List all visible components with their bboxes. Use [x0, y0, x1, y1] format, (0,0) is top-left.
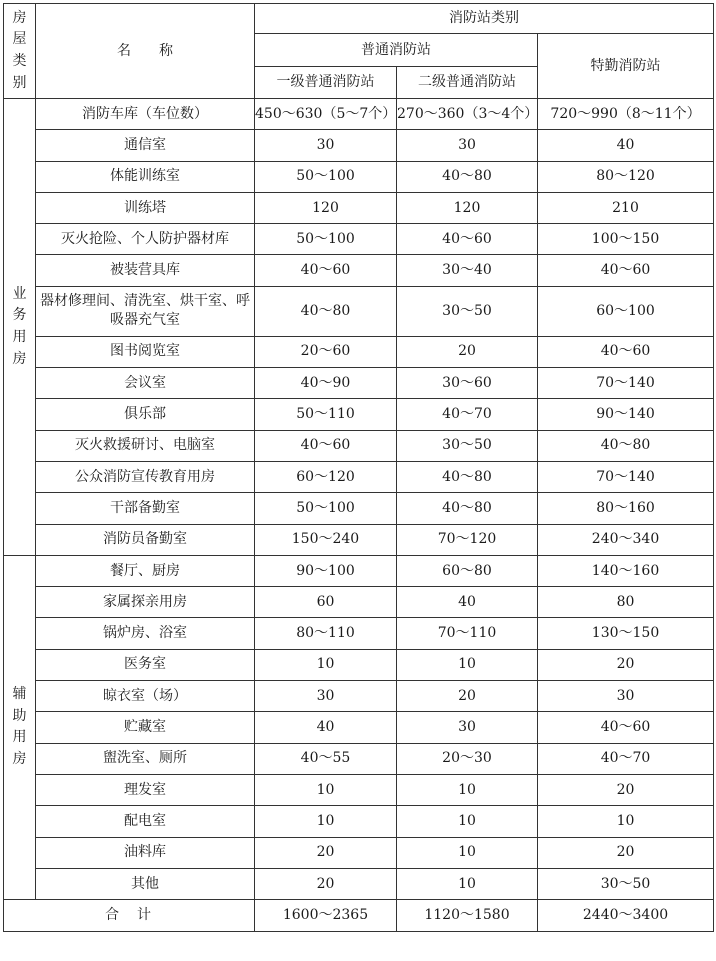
level1-cell: 40～55 [255, 743, 397, 774]
table-row [4, 461, 714, 492]
name-cell: 其他 [36, 868, 255, 899]
table-row [4, 774, 714, 805]
special-cell: 40～60 [538, 255, 714, 286]
special-cell: 30 [538, 681, 714, 712]
name-cell: 晾衣室（场） [36, 681, 255, 712]
level2-cell: 270～360（3～4个） [397, 99, 538, 130]
special-cell: 70～140 [538, 461, 714, 492]
name-cell: 锅炉房、浴室 [36, 618, 255, 649]
table-row [4, 224, 714, 255]
name-cell: 会议室 [36, 368, 255, 399]
special-cell: 20 [538, 837, 714, 868]
special-cell: 80～120 [538, 161, 714, 192]
name-cell: 医务室 [36, 649, 255, 680]
table-row [4, 255, 714, 286]
level2-cell: 40～80 [397, 161, 538, 192]
level2-cell: 70～120 [397, 524, 538, 555]
table-row [4, 399, 714, 430]
level1-cell: 50～100 [255, 161, 397, 192]
level1-cell: 40 [255, 712, 397, 743]
level1-cell: 40～60 [255, 430, 397, 461]
special-cell: 240～340 [538, 524, 714, 555]
special-cell: 70～140 [538, 368, 714, 399]
name-cell: 灭火救援研讨、电脑室 [36, 430, 255, 461]
level1-cell: 10 [255, 806, 397, 837]
special-cell: 40～60 [538, 712, 714, 743]
name-cell: 消防员备勤室 [36, 524, 255, 555]
special-cell: 40～70 [538, 743, 714, 774]
special-cell: 40～60 [538, 336, 714, 367]
name-cell: 被装营具库 [36, 255, 255, 286]
table-row [4, 681, 714, 712]
total-level1: 1600～2365 [255, 900, 397, 932]
level1-cell: 80～110 [255, 618, 397, 649]
level2-cell: 20 [397, 336, 538, 367]
special-cell: 20 [538, 774, 714, 805]
total-special: 2440～3400 [538, 900, 714, 932]
special-cell: 20 [538, 649, 714, 680]
table-row [4, 99, 714, 130]
table-row [4, 837, 714, 868]
table-row [4, 130, 714, 161]
level2-cell: 30～40 [397, 255, 538, 286]
name-cell: 通信室 [36, 130, 255, 161]
level2-cell: 40～80 [397, 493, 538, 524]
special-cell: 40 [538, 130, 714, 161]
header-station-type: 消防站类别 [255, 4, 714, 34]
table-row [4, 493, 714, 524]
level2-cell: 10 [397, 837, 538, 868]
special-cell: 720～990（8～11个） [538, 99, 714, 130]
name-cell: 公众消防宣传教育用房 [36, 461, 255, 492]
level2-cell: 40～70 [397, 399, 538, 430]
level1-cell: 10 [255, 774, 397, 805]
level1-cell: 20～60 [255, 336, 397, 367]
name-cell: 家属探亲用房 [36, 587, 255, 618]
header-category: 房屋类别 [4, 4, 36, 99]
level1-cell: 30 [255, 681, 397, 712]
table-row [4, 192, 714, 223]
special-cell: 210 [538, 192, 714, 223]
header-level2: 二级普通消防站 [397, 67, 538, 99]
level1-cell: 120 [255, 192, 397, 223]
name-cell: 配电室 [36, 806, 255, 837]
name-cell: 俱乐部 [36, 399, 255, 430]
table-row [4, 618, 714, 649]
name-cell: 消防车库（车位数） [36, 99, 255, 130]
table-row [4, 555, 714, 586]
header-level1: 一级普通消防站 [255, 67, 397, 99]
name-cell: 训练塔 [36, 192, 255, 223]
total-label: 合 计 [4, 900, 255, 932]
level1-cell: 20 [255, 868, 397, 899]
name-cell: 油料库 [36, 837, 255, 868]
special-cell: 80 [538, 587, 714, 618]
level1-cell: 40～60 [255, 255, 397, 286]
level1-cell: 450～630（5～7个） [255, 99, 397, 130]
table-row [4, 712, 714, 743]
level1-cell: 20 [255, 837, 397, 868]
name-cell: 贮藏室 [36, 712, 255, 743]
table-row [4, 524, 714, 555]
level2-cell: 10 [397, 868, 538, 899]
table-row [4, 587, 714, 618]
level1-cell: 50～100 [255, 224, 397, 255]
level2-cell: 30～50 [397, 430, 538, 461]
level1-cell: 40～80 [255, 286, 397, 336]
special-cell: 30～50 [538, 868, 714, 899]
total-level2: 1120～1580 [397, 900, 538, 932]
name-cell: 图书阅览室 [36, 336, 255, 367]
table-row [4, 868, 714, 899]
level1-cell: 10 [255, 649, 397, 680]
level2-cell: 10 [397, 806, 538, 837]
level1-cell: 50～110 [255, 399, 397, 430]
level2-cell: 20～30 [397, 743, 538, 774]
level1-cell: 30 [255, 130, 397, 161]
header-ordinary: 普通消防站 [255, 34, 538, 67]
name-cell: 干部备勤室 [36, 493, 255, 524]
special-cell: 40～80 [538, 430, 714, 461]
level2-cell: 40～80 [397, 461, 538, 492]
level1-cell: 50～100 [255, 493, 397, 524]
name-cell: 器材修理间、清洗室、烘干室、呼吸器充气室 [36, 286, 255, 336]
table-row [4, 430, 714, 461]
level2-cell: 30 [397, 130, 538, 161]
table-row [4, 286, 714, 336]
name-cell: 餐厅、厨房 [36, 555, 255, 586]
category-cell: 辅助用房 [4, 555, 36, 899]
level1-cell: 90～100 [255, 555, 397, 586]
special-cell: 90～140 [538, 399, 714, 430]
level2-cell: 120 [397, 192, 538, 223]
table-row [4, 368, 714, 399]
name-cell: 体能训练室 [36, 161, 255, 192]
level1-cell: 60 [255, 587, 397, 618]
table-row [4, 649, 714, 680]
level2-cell: 70～110 [397, 618, 538, 649]
name-cell: 盥洗室、厕所 [36, 743, 255, 774]
special-cell: 10 [538, 806, 714, 837]
total-row [4, 900, 714, 932]
level1-cell: 150～240 [255, 524, 397, 555]
name-cell: 灭火抢险、个人防护器材库 [36, 224, 255, 255]
table-row [4, 806, 714, 837]
table-row [4, 161, 714, 192]
level1-cell: 60～120 [255, 461, 397, 492]
special-cell: 60～100 [538, 286, 714, 336]
name-cell: 理发室 [36, 774, 255, 805]
level2-cell: 10 [397, 649, 538, 680]
level1-cell: 40～90 [255, 368, 397, 399]
special-cell: 80～160 [538, 493, 714, 524]
station-area-table [3, 3, 714, 932]
level2-cell: 30～50 [397, 286, 538, 336]
table-row [4, 336, 714, 367]
special-cell: 140～160 [538, 555, 714, 586]
special-cell: 130～150 [538, 618, 714, 649]
level2-cell: 60～80 [397, 555, 538, 586]
level2-cell: 40 [397, 587, 538, 618]
header-name: 名 称 [36, 4, 255, 99]
header-special: 特勤消防站 [538, 34, 714, 99]
level2-cell: 10 [397, 774, 538, 805]
table-row [4, 743, 714, 774]
level2-cell: 30～60 [397, 368, 538, 399]
special-cell: 100～150 [538, 224, 714, 255]
level2-cell: 20 [397, 681, 538, 712]
category-cell: 业务用房 [4, 99, 36, 556]
level2-cell: 30 [397, 712, 538, 743]
level2-cell: 40～60 [397, 224, 538, 255]
